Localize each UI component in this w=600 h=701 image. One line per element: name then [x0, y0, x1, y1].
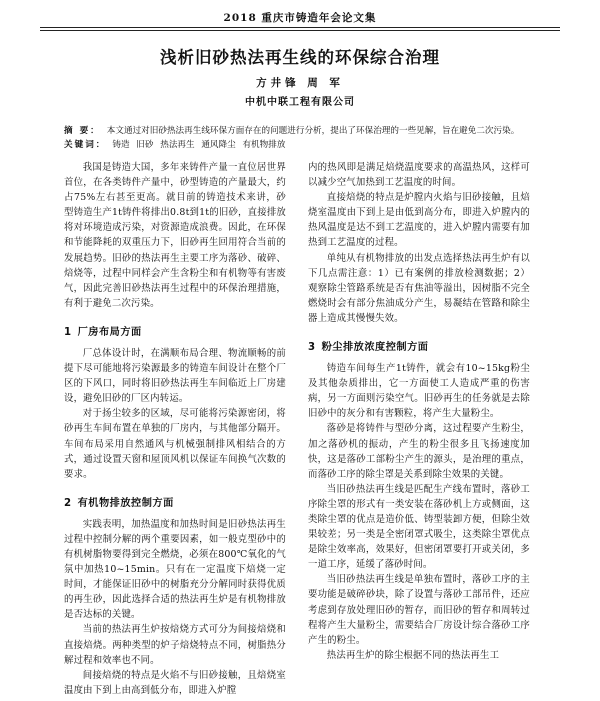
section-3-paragraph-4: 当旧砂热法再生线是单独布置时，落砂工序的主要功能是破碎砂块，除了设置与落砂工部吊件，还应考虑到存放处理旧砂的暂存，而旧砂的暂存和周转过程将产生大量粉尘，需要结合厂房设计综合落砂工序产生的粉尘。	[308, 574, 530, 646]
section-2-paragraph-1: 实践表明，加热温度和加热时间是旧砂热法再生过程中控制分解的两个重要因素，如一般克型砂中的有机树脂物要得到完全燃烧，必须在800℃氧化的气氛中加热10~15min。只有在一定温度下焙烧一定时间，才能保证旧砂中的树脂充分分解同时获得优质的再生砂，因此选择合适的热法再生炉是有机物排放是否达标的关键。	[64, 518, 286, 621]
journal-header: 2018 重庆市铸造年会论文集	[223, 12, 377, 24]
keywords	[64, 138, 544, 152]
section-2-paragraph-3: 间接焙烧的特点是火焰不与旧砂接触，且焙烧室温度由下到上由高到低分布，即进入炉膛	[64, 669, 286, 696]
section-3-number: 3	[308, 342, 316, 354]
section-2-title: 有机物排放控制方面	[77, 497, 174, 509]
section-1-number: 1	[64, 326, 72, 338]
selection-notes-paragraph: 单纯从有机物排放的出发点选择热法再生炉有以下几点需注意：1）已有案例的排放检测数据；2）观察除尘管路系统是否有焦油等溢出，因树脂不完全燃烧时会有部分焦油成分产生，易凝结在管路和除尘器上造成其慢慢失效。	[308, 252, 530, 324]
abstract-label: 摘 要：	[64, 126, 101, 136]
section-3-paragraph-1: 铸造车间每生产1t铸件，就会有10~15kg粉尘及其他杂质排出，它一方面使工人造成严重的伤害病，另一方面则污染空气。旧砂再生的任务就是去除旧砂中的灰分和有害颗粒，将产生大量粉尘。	[308, 363, 530, 420]
paper-affiliation: 中机中联工程有限公司	[245, 97, 355, 108]
continued-paragraph: 内的热风即是满足焙烧温度要求的高温热风，这样可以减少空气加热到工艺温度的时间。	[308, 162, 530, 189]
section-3-title: 粉尘排放浓度控制方面	[321, 342, 429, 354]
section-3-paragraph-2: 落砂是将铸件与型砂分离，这过程要产生粉尘，加之落砂机的振动，产生的粉尘很多且飞扬速度加快，这是落砂工部粉尘产生的源头，是治理的重点，而落砂工序的除尘罩是关系到除尘效果的关键。	[308, 423, 530, 480]
section-1-paragraph-2: 对于扬尘较多的区域，尽可能将污染源密闭，将砂再生车间布置在单独的厂房内，与其他部分隔开。车间布局采用自然通风与机械强制排风相结合的方式，通过设置天窗和屋顶风机以保证车间换气次数的要求。	[64, 408, 286, 480]
right-column	[308, 160, 530, 663]
section-1-title: 厂房布局方面	[77, 326, 142, 338]
header-rule-top	[40, 27, 560, 28]
keywords-text: 铸造 旧砂 热法再生 通风降尘 有机物排放	[112, 140, 286, 150]
direct-firing-paragraph: 直接焙烧的特点是炉膛内火焰与旧砂接触，且焙烧室温度由下到上是由低到高分布，即进入炉膛内的热风温度是达不到工艺温度的，进入炉膛内需要有加热到工艺温度的过程。	[308, 192, 530, 249]
section-3-paragraph-5: 热法再生炉的除尘根据不同的热法再生工	[326, 649, 500, 661]
section-2-heading	[64, 494, 286, 509]
section-2-paragraph-2: 当前的热法再生炉按焙烧方式可分为间接焙烧和直接焙烧。两种类型的炉子焙烧特点不同，树脂热分解过程和效率也不同。	[64, 624, 286, 666]
header-rule-bottom	[40, 30, 560, 31]
intro-paragraph: 我国是铸造大国，多年来铸件产量一直位居世界首位，在各类铸件产量中，砂型铸造的产量最大，约占75%左右甚至更高。就目前的铸造技术来讲，砂型铸造生产1t铸件将排出0.8t到1t的旧砂，直接排放将对环境造成污染，对资源造成浪费。因此，在环保和节能降耗的双重压力下，旧砂再生回用符合当前的发展趋势。旧砂的热法再生主要工序为落砂、破碎、焙烧等，过程中同样会产生含粉尘和有机物等有害废气，因此完善旧砂热法再生过程中的环保治理措施，有利于避免二次污染。	[64, 162, 286, 309]
section-1-heading	[64, 323, 286, 338]
paper-title: 浅析旧砂热法再生线的环保综合治理	[160, 48, 440, 67]
abstract-text: 本文通过对旧砂热法再生线环保方面存在的问题进行分析，提出了环保治理的一些见解，旨在避免二次污染。	[106, 126, 520, 136]
section-1-paragraph-1: 厂总体设计时，在满顺布局合理、物流顺畅的前提下尽可能地将污染源最多的铸造车间设计在整个厂区的下风口，同时将旧砂热法再生车间临近上厂房建设，避免旧砂的厂区内转运。	[64, 347, 286, 405]
paper-authors: 方井锋 周 军	[256, 77, 344, 89]
left-column	[64, 160, 286, 698]
abstract	[64, 124, 544, 138]
section-2-number: 2	[64, 497, 72, 509]
section-3-paragraph-3: 当旧砂热法再生线是匹配生产线布置时，落砂工序除尘罩的形式有一类安装在落砂机上方或侧面，这类除尘罩的优点是造价低、铸型装卸方便，但除尘效果较差；另一类是全密闭罩式吸尘，这类除尘罩优点是除尘效率高，效果好，但密闭罩要打开或关闭，多一道工序，延缓了落砂时间。	[308, 483, 530, 571]
keywords-label: 关键词：	[64, 140, 107, 150]
section-3-heading	[308, 338, 530, 353]
